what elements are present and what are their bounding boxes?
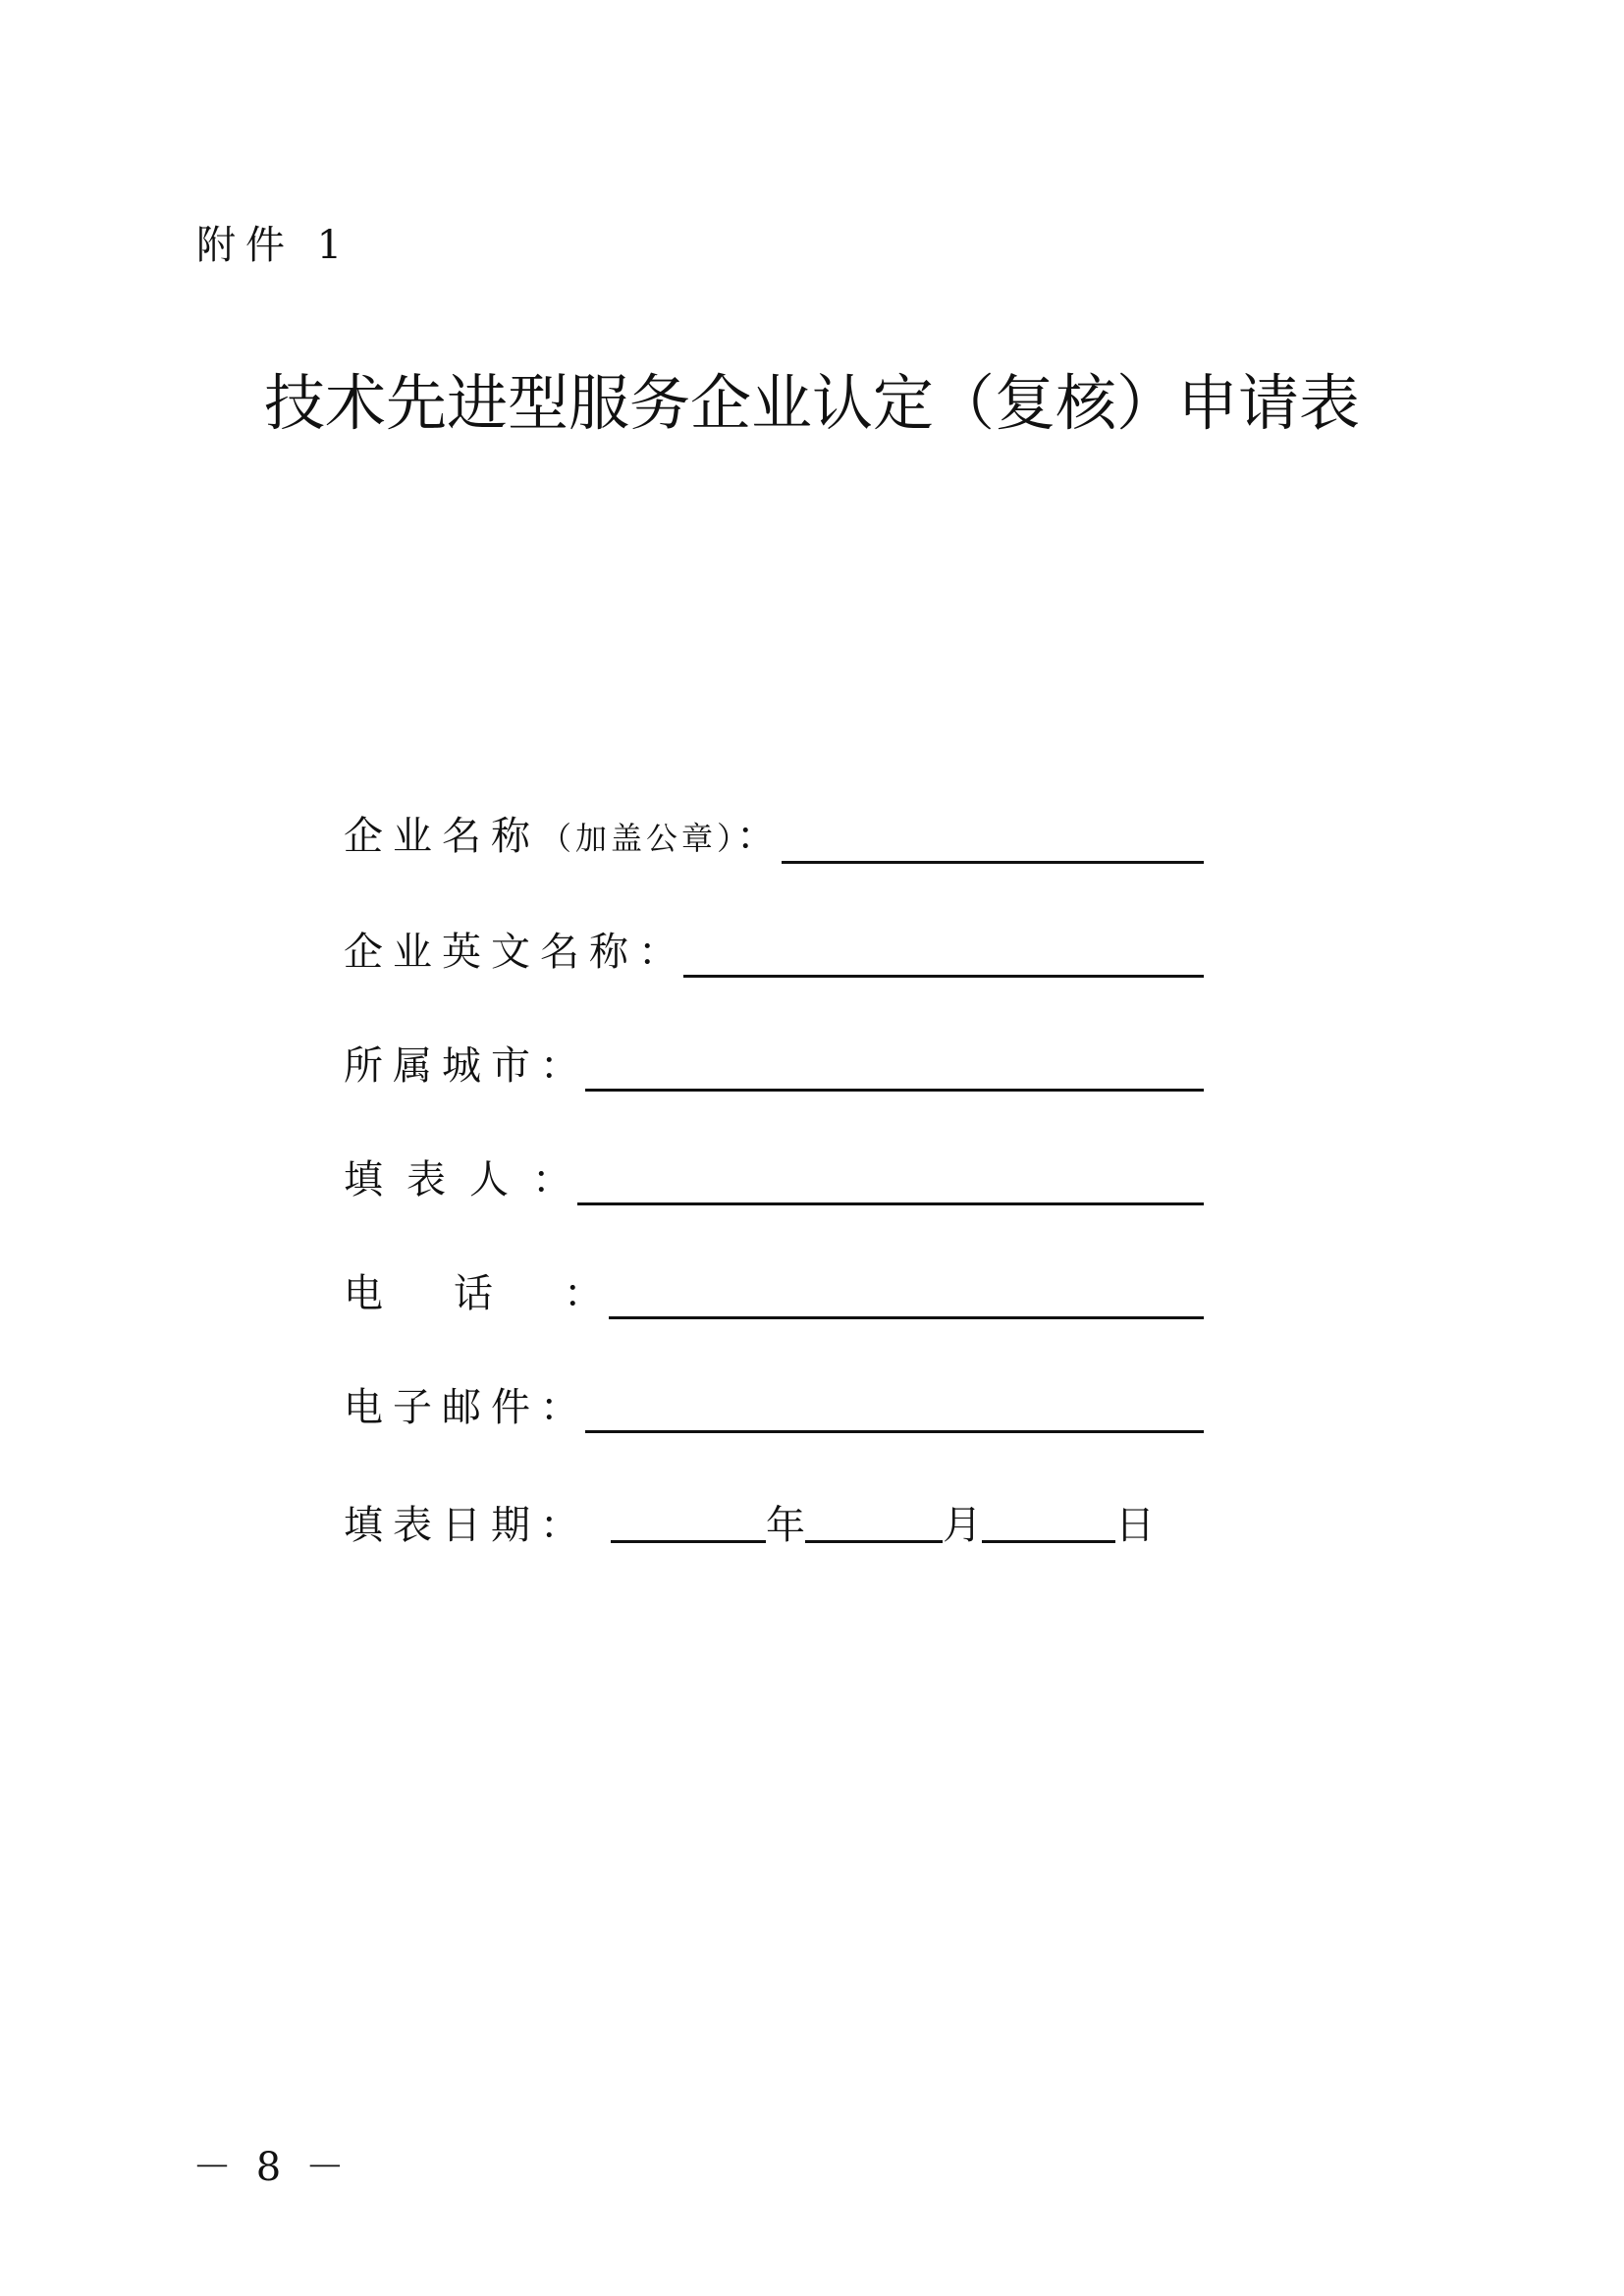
company-name-blank[interactable] [782, 853, 1204, 864]
company-english-name-text: 企业英文名称 [344, 930, 638, 975]
email-field [344, 1366, 1204, 1435]
fill-date-year-unit: 年 [766, 1503, 805, 1548]
phone-blank[interactable] [609, 1308, 1204, 1319]
email-colon: ： [540, 1385, 579, 1430]
attachment-label: 附件 1 [196, 223, 352, 268]
company-name-field [344, 797, 1204, 866]
company-english-name-colon: ： [638, 930, 677, 975]
company-seal-note: （加盖公章） [540, 820, 737, 857]
company-name-colon: ： [736, 814, 777, 859]
company-english-name-field [344, 911, 1204, 980]
email-blank[interactable] [585, 1422, 1204, 1433]
email-label [344, 1380, 579, 1435]
fill-date-month-unit: 月 [943, 1503, 982, 1548]
phone-text: 电话 [344, 1271, 564, 1316]
document-title: 技术先进型服务企业认定（复核）申请表 [263, 367, 1360, 439]
filler-blank[interactable] [577, 1195, 1204, 1205]
city-colon: ： [540, 1043, 579, 1089]
fill-date-day-unit: 日 [1115, 1503, 1155, 1548]
email-text: 电子邮件 [344, 1385, 540, 1430]
fill-date-field [344, 1484, 1155, 1553]
page-number: － 8 － [192, 2145, 351, 2190]
phone-field [344, 1253, 1204, 1321]
company-name-text: 企业名称 [344, 814, 540, 859]
city-text: 所属城市 [344, 1043, 540, 1089]
phone-colon: ： [564, 1271, 603, 1316]
city-field [344, 1025, 1204, 1094]
filler-colon: ： [532, 1157, 571, 1202]
company-english-name-label [344, 925, 677, 980]
filler-label [344, 1152, 571, 1207]
city-blank[interactable] [585, 1081, 1204, 1092]
filler-text: 填表人 [344, 1157, 532, 1202]
fill-date-day-blank[interactable] [982, 1532, 1115, 1543]
fill-date-month-blank[interactable] [805, 1532, 943, 1543]
company-name-label [344, 809, 776, 866]
filler-field [344, 1139, 1204, 1207]
fill-date-year-blank[interactable] [611, 1532, 766, 1543]
company-english-name-blank[interactable] [683, 967, 1204, 978]
city-label [344, 1039, 579, 1094]
phone-label [344, 1266, 603, 1321]
fill-date-label: 填表日期： [344, 1503, 589, 1548]
